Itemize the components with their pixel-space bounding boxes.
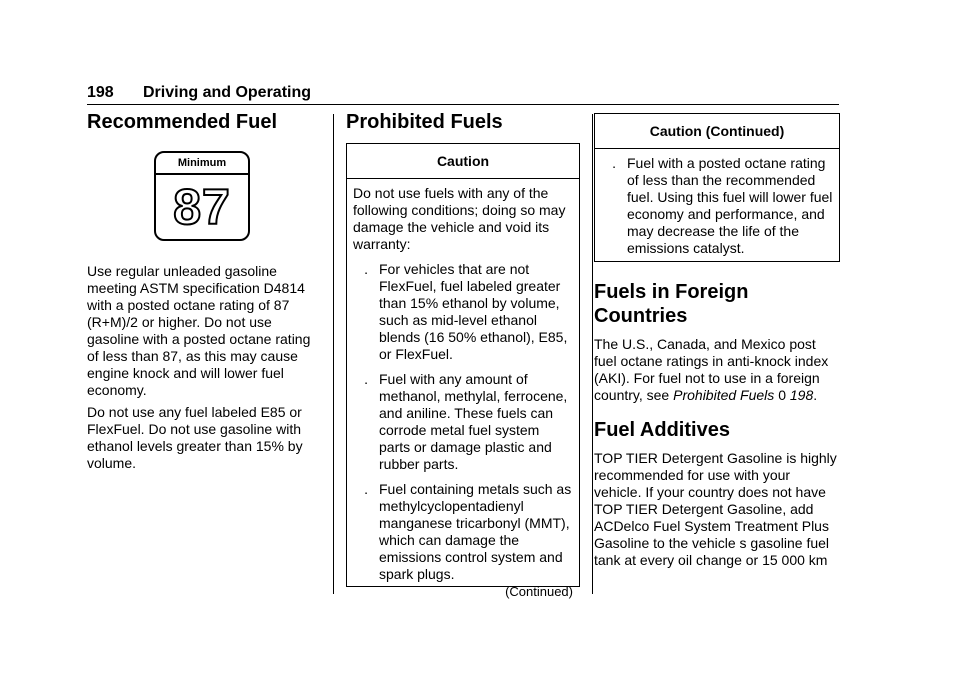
foreign-fuels-text: The U.S., Canada, and Mexico post fuel octane ratings in anti-knock index (AKI). For fuel not to use in a foreign country, see [594, 336, 829, 403]
caution-continued-box [594, 113, 840, 262]
octane-sign-label: Minimum [156, 153, 248, 175]
cross-reference-link[interactable]: Prohibited Fuels [673, 387, 775, 403]
section-title-fuel-additives: Fuel Additives [594, 419, 730, 441]
section-title-foreign-fuels: Fuels in Foreign Countries [594, 281, 749, 327]
bullet-marker: . [612, 155, 616, 171]
octane-sign-icon [154, 151, 250, 241]
caution-intro: Do not use fuels with any of the following conditions; doing so may damage the vehicle and void its warranty: [353, 185, 566, 252]
bullet-text: Fuel with any amount of methanol, methylal, ferrocene, and aniline. These fuels can corrode metal fuel system parts or damage plastic and rubber parts. [379, 371, 568, 472]
bullet-text: Fuel with a posted octane rating of less than the recommended fuel. Using this fuel will lower fuel economy and performance, and may decrease the life of the emissions catalyst. [627, 155, 833, 256]
column-divider [592, 114, 593, 594]
list-item [353, 261, 573, 363]
page-header [87, 84, 311, 102]
right-column [594, 113, 840, 569]
bullet-text: For vehicles that are not FlexFuel, fuel labeled greater than 15% ethanol by volume, such as mid-level ethanol blends (16 50% ethanol), E85, or FlexFuel. [379, 261, 568, 362]
continued-label: (Continued) [505, 584, 573, 599]
bullet-marker: . [364, 481, 368, 497]
caution-box [346, 143, 580, 599]
chapter-title: Driving and Operating [143, 84, 312, 101]
left-column [87, 110, 321, 472]
middle-column [346, 110, 580, 599]
column-divider [333, 114, 334, 594]
header-rule [87, 104, 839, 105]
reference-arrow-icon: 0 [778, 387, 786, 403]
list-item [353, 371, 573, 473]
section-title-recommended-fuel: Recommended Fuel [87, 111, 278, 133]
bullet-text: Fuel containing metals such as methylcyclopentadienyl manganese tricarbonyl (MMT), which can damage the emissions control system and spark plugs. [379, 481, 572, 582]
caution-continued-title: Caution (Continued) [595, 114, 839, 149]
bullet-marker: . [364, 371, 368, 387]
page-number: 198 [87, 84, 114, 101]
reference-page[interactable]: 198 [789, 387, 814, 403]
foreign-fuels-paragraph: The U.S., Canada, and Mexico post fuel octane ratings in anti-knock index (AKI). For fuel not to use in a foreign country, see Prohibited Fuels 0 198. [594, 336, 829, 403]
octane-sign-number: 87 [173, 179, 231, 235]
list-item [601, 155, 833, 257]
e85-warning-paragraph: Do not use any fuel labeled E85 or FlexFuel. Do not use gasoline with ethanol levels greater than 15% by volume. [87, 404, 303, 471]
fuel-additives-paragraph: TOP TIER Detergent Gasoline is highly recommended for use with your vehicle. If your country does not have TOP TIER Detergent Gasoline, add ACDelco Fuel System Treatment Plus Gasoline to the vehicle s gasoline fuel tank at every oil change or 15 000 km [594, 450, 837, 568]
recommended-fuel-paragraph: Use regular unleaded gasoline meeting ASTM specification D4814 with a posted octane rating of 87 (R+M)/2 or higher. Do not use gasoline with a posted octane rating of less than 87, as this may cause engine knock and will lower fuel economy. [87, 263, 311, 398]
bullet-marker: . [364, 261, 368, 277]
list-item [353, 481, 573, 583]
caution-body [347, 179, 579, 604]
caution-title: Caution [347, 144, 579, 179]
caution-continued-body [595, 149, 839, 261]
section-title-prohibited-fuels: Prohibited Fuels [346, 111, 503, 133]
